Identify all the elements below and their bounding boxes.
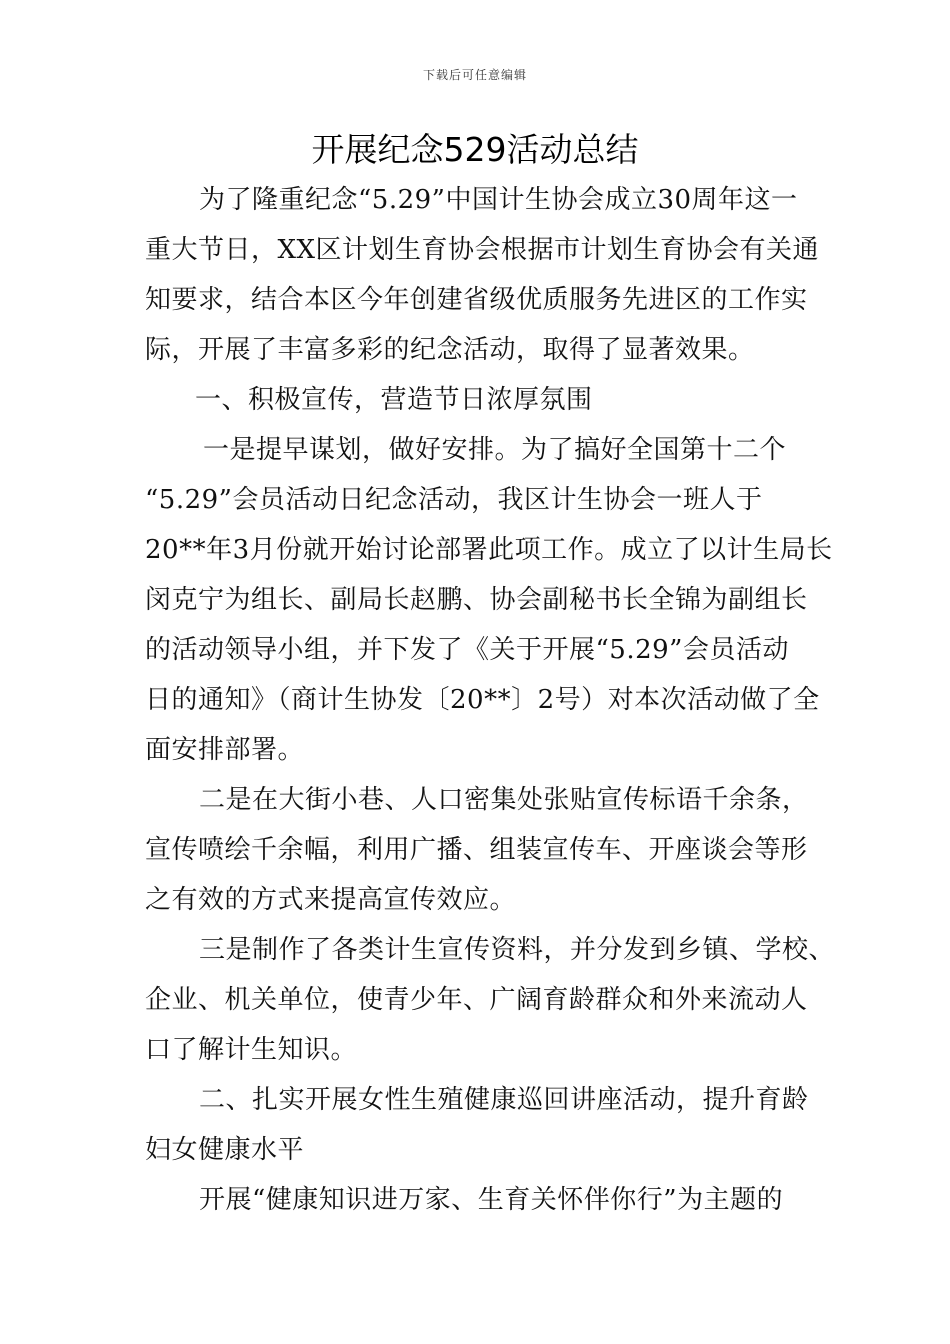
- text-line: 三是制作了各类计生宣传资料，并分发到乡镇、学校、: [199, 935, 836, 965]
- text-line: 口了解计生知识。: [145, 1035, 358, 1065]
- text-line: “5.29”会员活动日纪念活动，我区计生协会一班人于: [145, 485, 763, 515]
- text-line: 一是提早谋划，做好安排。为了搞好全国第十二个: [203, 435, 787, 465]
- text-line: 的活动领导小组，并下发了《关于开展“5.29”会员活动: [145, 635, 789, 665]
- section-heading: 二、扎实开展女性生殖健康巡回讲座活动，提升育龄: [199, 1085, 809, 1115]
- text-line: 重大节日，XX区计划生育协会根据市计划生育协会有关通: [145, 235, 820, 265]
- section-heading: 一、积极宣传，营造节日浓厚氛围: [195, 385, 593, 415]
- text-line: 面安排部署。: [145, 735, 305, 765]
- text-line: 日的通知》（商计生协发〔20**〕2号）对本次活动做了全: [145, 685, 820, 715]
- text-line: 企业、机关单位，使青少年、广阔育龄群众和外来流动人: [145, 985, 808, 1015]
- document-body: [145, 175, 836, 1225]
- document-title: 开展纪念529活动总结: [311, 130, 639, 169]
- text-line: 20**年3月份就开始讨论部署此项工作。成立了以计生局长: [145, 535, 833, 565]
- text-line: 开展“健康知识进万家、生育关怀伴你行”为主题的: [199, 1185, 784, 1215]
- text-line: 二是在大街小巷、人口密集处张贴宣传标语千余条，: [199, 785, 809, 815]
- text-line: 为了隆重纪念“5.29”中国计生协会成立30周年这一: [199, 185, 798, 215]
- header-note: 下载后可任意编辑: [422, 68, 527, 82]
- text-line: 之有效的方式来提高宣传效应。: [145, 885, 517, 915]
- text-line: 际，开展了丰富多彩的纪念活动，取得了显著效果。: [145, 335, 755, 365]
- text-line: 知要求，结合本区今年创建省级优质服务先进区的工作实: [145, 285, 808, 315]
- text-line: 宣传喷绘千余幅，利用广播、组装宣传车、开座谈会等形: [145, 835, 808, 865]
- text-line: 闵克宁为组长、副局长赵鹏、协会副秘书长全锦为副组长: [145, 585, 808, 615]
- section-heading: 妇女健康水平: [145, 1135, 305, 1165]
